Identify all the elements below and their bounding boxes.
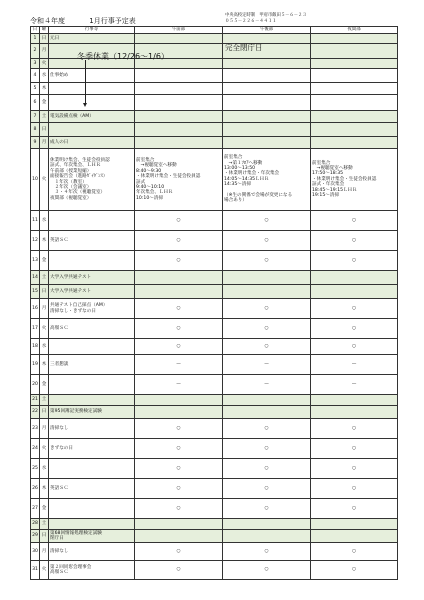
table-row: [31, 406, 398, 419]
night-cell: ○: [311, 251, 398, 271]
morning-cell: [135, 271, 223, 285]
event-cell: 第68回情報処理検定試験 閉庁日: [49, 530, 135, 543]
weekday-cell: 日: [40, 34, 49, 44]
morning-cell: ○: [135, 339, 223, 355]
weekday-cell: 月: [40, 543, 49, 561]
afternoon-cell: ○: [223, 231, 311, 251]
table-row: [31, 111, 398, 123]
day-cell: 17: [31, 319, 40, 339]
winter-break-arrow: [85, 60, 87, 104]
morning-cell: ○: [135, 561, 223, 580]
weekday-cell: 木: [40, 83, 49, 95]
table-row: [31, 459, 398, 479]
day-cell: 13: [31, 251, 40, 271]
morning-cell: [135, 34, 223, 44]
day-cell: 2: [31, 44, 40, 59]
col-night: 夜間部: [311, 27, 398, 34]
table-row: [31, 251, 398, 271]
afternoon-cell: ○: [223, 459, 311, 479]
col-weekday: 曜: [40, 27, 49, 34]
table-row: [31, 561, 398, 580]
afternoon-cell: —: [223, 375, 311, 395]
day-cell: 15: [31, 285, 40, 299]
night-cell: ○: [311, 561, 398, 580]
weekday-cell: 金: [40, 251, 49, 271]
day-cell: 21: [31, 395, 40, 406]
afternoon-cell: [223, 95, 311, 111]
event-cell: 高嶺ＳＣ: [49, 319, 135, 339]
table-header-row: [31, 27, 398, 34]
morning-cell: [135, 123, 223, 137]
weekday-cell: 水: [40, 69, 49, 83]
day-cell: 4: [31, 69, 40, 83]
day-cell: 31: [31, 561, 40, 580]
morning-cell: —: [135, 375, 223, 395]
event-cell: 第95回簿記実務検定試験: [49, 406, 135, 419]
event-cell: 電気設備点検（AM）: [49, 111, 135, 123]
table-row: [31, 543, 398, 561]
school-info: [225, 13, 307, 25]
schedule-table: [30, 26, 398, 580]
weekday-cell: 日: [40, 406, 49, 419]
morning-cell: ○: [135, 499, 223, 519]
event-cell: 成人の日: [49, 137, 135, 149]
afternoon-cell: ○: [223, 561, 311, 580]
weekday-cell: 水: [40, 339, 49, 355]
school-address: 中央高校定時制 甲府市飯田５－６－２３: [225, 13, 307, 18]
morning-cell: ○: [135, 439, 223, 459]
afternoon-cell: [223, 69, 311, 83]
afternoon-cell: 前室集合 →第１ﾌﾛｱへ移動 13:00〜13:50 ・休業明け集会・年次集会 14:05〜14:35ＬＨＲ 14:35〜清掃 （※生の関係で会場が変更になる 場合あり）: [223, 149, 311, 211]
day-cell: 25: [31, 459, 40, 479]
afternoon-cell: [223, 285, 311, 299]
event-cell: [49, 519, 135, 530]
weekday-cell: 火: [40, 149, 49, 211]
document-title: [30, 16, 158, 26]
col-events: 行事等: [49, 27, 135, 34]
event-cell: 清掃なし: [49, 419, 135, 439]
table-row: [31, 375, 398, 395]
afternoon-cell: ○: [223, 499, 311, 519]
afternoon-cell: ○: [223, 211, 311, 231]
event-cell: [49, 211, 135, 231]
night-cell: [311, 111, 398, 123]
morning-cell: ○: [135, 299, 223, 319]
event-cell: [49, 95, 135, 111]
table-row: [31, 339, 398, 355]
weekday-cell: 木: [40, 355, 49, 375]
table-row: [31, 355, 398, 375]
table-row: [31, 271, 398, 285]
night-cell: —: [311, 375, 398, 395]
day-cell: 12: [31, 231, 40, 251]
table-row: [31, 123, 398, 137]
weekday-cell: 木: [40, 231, 49, 251]
table-row: [31, 299, 398, 319]
morning-cell: ○: [135, 251, 223, 271]
day-cell: 3: [31, 59, 40, 69]
morning-cell: ○: [135, 419, 223, 439]
weekday-cell: 日: [40, 530, 49, 543]
event-cell: 清掃なし: [49, 543, 135, 561]
event-cell: 元日: [49, 34, 135, 44]
day-cell: 23: [31, 419, 40, 439]
day-cell: 5: [31, 83, 40, 95]
night-cell: [311, 44, 398, 59]
col-day: 日: [31, 27, 40, 34]
morning-cell: ○: [135, 319, 223, 339]
weekday-cell: 月: [40, 137, 49, 149]
morning-cell: [135, 519, 223, 530]
table-row: [31, 395, 398, 406]
weekday-cell: 火: [40, 59, 49, 69]
morning-cell: [135, 95, 223, 111]
night-cell: ○: [311, 319, 398, 339]
afternoon-cell: ○: [223, 439, 311, 459]
morning-cell: 前室集合 →視聴覚室へ移動 8:40〜9:30 ・休業明け集会・生徒会役員認 証式 9:40〜10:10 年次集会、ＬＨＲ 10:10〜清掃: [135, 149, 223, 211]
afternoon-cell: —: [223, 355, 311, 375]
table-row: [31, 530, 398, 543]
event-cell: 休業明け集会、生徒会役員認 証式、年次集会、ＬＨＲ 午前部（授業短縮） 面接報告会（進路ｶﾞｲﾀﾞﾝｽ） １年次（教室） ２年次（会議室） ３・４年次（視聴覚室） 夜間部（視聴覚室）: [49, 149, 135, 211]
event-cell: [49, 251, 135, 271]
night-cell: ○: [311, 231, 398, 251]
weekday-cell: 木: [40, 479, 49, 499]
table-row: [31, 479, 398, 499]
night-cell: [311, 285, 398, 299]
night-cell: ○: [311, 299, 398, 319]
event-cell: 英語ＳＣ: [49, 231, 135, 251]
event-cell: [49, 83, 135, 95]
event-cell: [49, 375, 135, 395]
night-cell: [311, 519, 398, 530]
afternoon-cell: [223, 519, 311, 530]
morning-cell: [135, 406, 223, 419]
afternoon-cell: ○: [223, 339, 311, 355]
day-cell: 9: [31, 137, 40, 149]
morning-cell: [135, 285, 223, 299]
event-cell: [49, 499, 135, 519]
table-row: [31, 519, 398, 530]
school-phone: ０５５－２２６－４４１１: [225, 19, 277, 24]
night-cell: ○: [311, 211, 398, 231]
afternoon-cell: [223, 406, 311, 419]
afternoon-cell: [223, 59, 311, 69]
morning-cell: ○: [135, 543, 223, 561]
morning-cell: [135, 530, 223, 543]
weekday-cell: 月: [40, 419, 49, 439]
weekday-cell: 金: [40, 375, 49, 395]
day-cell: 18: [31, 339, 40, 355]
day-cell: 29: [31, 530, 40, 543]
table-row: [31, 285, 398, 299]
weekday-cell: 月: [40, 44, 49, 59]
afternoon-cell: ○: [223, 251, 311, 271]
event-cell: 第２回同窓会理事会 高嶺ＳＣ: [49, 561, 135, 580]
afternoon-cell: [223, 111, 311, 123]
night-cell: ○: [311, 459, 398, 479]
afternoon-cell: [223, 123, 311, 137]
night-cell: ○: [311, 439, 398, 459]
afternoon-cell: [223, 395, 311, 406]
night-cell: 前室集合 →視聴覚室へ移動 17:50〜18:35 ・休業明け集会・生徒会役員認 証式・年次集会 18:45〜19:15ＬＨＲ 19:15〜清掃: [311, 149, 398, 211]
weekday-cell: 日: [40, 285, 49, 299]
weekday-cell: 火: [40, 561, 49, 580]
night-cell: [311, 83, 398, 95]
table-row: [31, 319, 398, 339]
winter-break-label: 冬季休業（12/26〜1/6）: [77, 52, 169, 61]
morning-cell: ○: [135, 231, 223, 251]
night-cell: —: [311, 355, 398, 375]
weekday-cell: 土: [40, 395, 49, 406]
night-cell: [311, 530, 398, 543]
day-cell: 22: [31, 406, 40, 419]
afternoon-cell: [223, 271, 311, 285]
night-cell: ○: [311, 339, 398, 355]
event-cell: 大学入学共通テスト: [49, 285, 135, 299]
weekday-cell: 月: [40, 299, 49, 319]
morning-cell: [135, 83, 223, 95]
night-cell: [311, 395, 398, 406]
event-cell: [49, 339, 135, 355]
afternoon-cell: ○: [223, 299, 311, 319]
day-cell: 1: [31, 34, 40, 44]
day-cell: 27: [31, 499, 40, 519]
day-cell: 24: [31, 439, 40, 459]
weekday-cell: 土: [40, 519, 49, 530]
night-cell: ○: [311, 479, 398, 499]
day-cell: 26: [31, 479, 40, 499]
table-row: [31, 419, 398, 439]
weekday-cell: 土: [40, 271, 49, 285]
table-row: [31, 137, 398, 149]
closed-days-label: 完全閉庁日: [225, 43, 263, 52]
month-title: 1月行事予定表: [89, 17, 136, 25]
table-row: [31, 231, 398, 251]
day-cell: 30: [31, 543, 40, 561]
morning-cell: [135, 395, 223, 406]
weekday-cell: 火: [40, 319, 49, 339]
morning-cell: [135, 111, 223, 123]
afternoon-cell: ○: [223, 543, 311, 561]
morning-cell: —: [135, 355, 223, 375]
night-cell: [311, 137, 398, 149]
morning-cell: [135, 137, 223, 149]
night-cell: [311, 59, 398, 69]
event-cell: 三者懇談: [49, 355, 135, 375]
night-cell: [311, 406, 398, 419]
afternoon-cell: ○: [223, 319, 311, 339]
event-cell: [49, 395, 135, 406]
table-row: [31, 211, 398, 231]
event-cell: きずなの日: [49, 439, 135, 459]
weekday-cell: 金: [40, 95, 49, 111]
weekday-cell: 土: [40, 111, 49, 123]
morning-cell: ○: [135, 211, 223, 231]
day-cell: 11: [31, 211, 40, 231]
night-cell: ○: [311, 499, 398, 519]
night-cell: [311, 123, 398, 137]
fiscal-year: 令和４年度: [30, 17, 65, 25]
day-cell: 16: [31, 299, 40, 319]
night-cell: [311, 271, 398, 285]
day-cell: 8: [31, 123, 40, 137]
table-row: [31, 439, 398, 459]
col-afternoon: 午後部: [223, 27, 311, 34]
day-cell: 6: [31, 95, 40, 111]
table-row: [31, 499, 398, 519]
event-cell: 英語ＳＣ: [49, 479, 135, 499]
afternoon-cell: [223, 83, 311, 95]
weekday-cell: 水: [40, 459, 49, 479]
afternoon-cell: [223, 137, 311, 149]
afternoon-cell: ○: [223, 479, 311, 499]
weekday-cell: 日: [40, 123, 49, 137]
day-cell: 28: [31, 519, 40, 530]
day-cell: 10: [31, 149, 40, 211]
event-cell: [49, 459, 135, 479]
morning-cell: [135, 69, 223, 83]
night-cell: ○: [311, 543, 398, 561]
weekday-cell: 水: [40, 211, 49, 231]
day-cell: 20: [31, 375, 40, 395]
afternoon-cell: [223, 530, 311, 543]
table-row: [31, 34, 398, 44]
col-morning: 午前部: [135, 27, 223, 34]
morning-cell: ○: [135, 479, 223, 499]
weekday-cell: 火: [40, 439, 49, 459]
night-cell: [311, 69, 398, 83]
day-cell: 7: [31, 111, 40, 123]
morning-cell: ○: [135, 459, 223, 479]
night-cell: [311, 95, 398, 111]
table-row: [31, 149, 398, 211]
weekday-cell: 金: [40, 499, 49, 519]
night-cell: ○: [311, 419, 398, 439]
day-cell: 19: [31, 355, 40, 375]
event-cell: 共通テスト自己採点（AM） 清掃なし・きずなの日: [49, 299, 135, 319]
event-cell: [49, 123, 135, 137]
event-cell: 仕事始め: [49, 69, 135, 83]
event-cell: 大学入学共通テスト: [49, 271, 135, 285]
night-cell: [311, 34, 398, 44]
day-cell: 14: [31, 271, 40, 285]
afternoon-cell: ○: [223, 419, 311, 439]
